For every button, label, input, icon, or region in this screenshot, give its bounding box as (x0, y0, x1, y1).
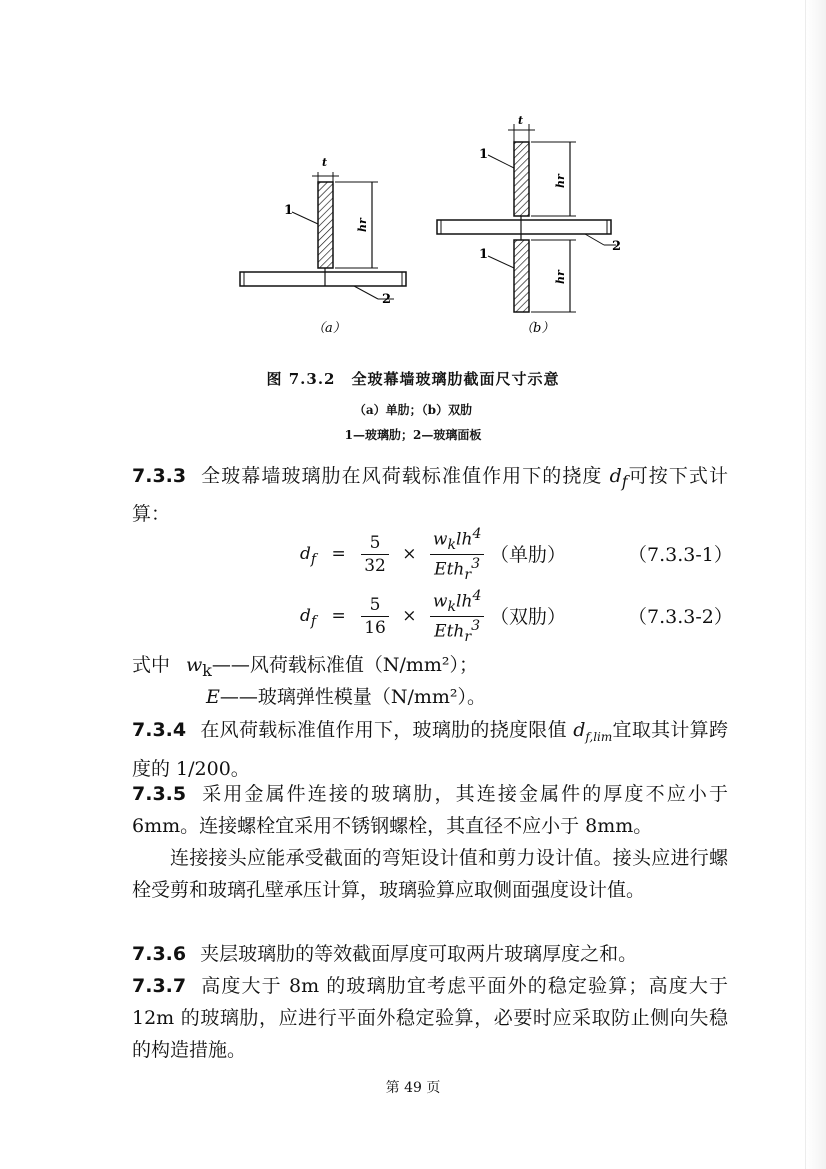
section-text: 高度大于 8m 的玻璃肋宜考虑平面外的稳定验算；高度大于 12m 的玻璃肋，应进行平面外稳定验算，必要时应采取防止侧向失稳的构造措施。 (132, 975, 728, 1061)
eq1-tag: （7.3.3-1） (628, 544, 733, 566)
coef-den: 16 (364, 618, 386, 639)
coef-num: 5 (361, 533, 389, 555)
section-number: 7.3.4 (132, 719, 187, 741)
section-7-3-5 (132, 778, 728, 842)
glass-rib-a (318, 182, 333, 268)
callout-1-b-bottom: 1 (479, 247, 489, 262)
section-7-3-7 (132, 970, 728, 1066)
wk-text: ——风荷载标准值（N/mm²）； (211, 654, 479, 676)
section-7-3-3 (132, 460, 728, 530)
dim-h-b-top: hr (554, 174, 567, 188)
glass-rib-b-bottom (514, 240, 529, 312)
callout-2-a: 2 (382, 292, 392, 307)
coef-num: 5 (361, 595, 389, 617)
wk-symbol: w (186, 654, 203, 676)
section-7-3-4 (132, 714, 728, 785)
section-7-3-5-para2: 连接接头应能承受截面的弯矩设计值和剪力设计值。接头应进行螺栓受剪和玻璃孔壁承压计算，玻璃验算应取侧面强度设计值。 (132, 847, 728, 901)
wk-sub: k (202, 660, 212, 680)
frac-num: $w_klh^4$ (430, 588, 485, 617)
definitions-intro: 式中 (132, 654, 171, 676)
glass-panel-a (240, 272, 406, 286)
dim-h-a: hr (356, 218, 369, 232)
diagram-double-rib (437, 114, 621, 336)
eq-frac (430, 588, 485, 645)
glass-panel-b (437, 220, 611, 234)
dim-t-a: t (322, 156, 328, 169)
eq1-note: （单肋） (490, 544, 567, 566)
figure-subtitle: （a）单肋；（b）双肋 (353, 403, 473, 417)
symbol-sub: f (621, 471, 628, 491)
eq-coef (361, 533, 389, 576)
symbol-sub: f,lim (585, 729, 613, 744)
frac-den: Eth$_r^3$ (434, 556, 481, 584)
eq2-note: （双肋） (490, 606, 567, 628)
dim-h-b-bottom: hr (554, 270, 567, 284)
frac-num: $w_klh^4$ (430, 526, 485, 555)
e-symbol: E (206, 686, 220, 708)
callout-1-a: 1 (284, 203, 294, 218)
coef-den: 32 (364, 556, 386, 577)
section-text-2: 可按下式计算： (132, 465, 728, 525)
page-number: 第 49 页 (385, 1080, 441, 1096)
section-7-3-6 (132, 938, 728, 970)
eq2-tag: （7.3.3-2） (628, 606, 733, 628)
figure-title: 图 7.3.2 全玻幕墙玻璃肋截面尺寸示意 (266, 370, 560, 388)
label-a: （a） (312, 321, 346, 336)
section-number: 7.3.5 (132, 783, 187, 805)
eq-lhs-sub: f (310, 551, 317, 568)
eq-lhs-sub: f (310, 613, 317, 630)
callout-1-b-top: 1 (479, 147, 489, 162)
section-text: 在风荷载标准值作用下，玻璃肋的挠度限值 (200, 719, 567, 741)
symbol-d: d (609, 465, 622, 487)
section-text: 全玻幕墙玻璃肋在风荷载标准值作用下的挠度 (200, 465, 603, 487)
definition-e (206, 682, 486, 709)
glass-rib-b-top (514, 142, 529, 216)
eq-coef (361, 595, 389, 638)
eq-lhs: d (300, 544, 311, 565)
figure-7-3-2 (0, 0, 826, 350)
diagram-single-rib (240, 156, 406, 336)
definition-wk (186, 650, 478, 680)
section-text: 采用金属件连接的玻璃肋，其连接金属件的厚度不应小于 6mm。连接螺栓宜采用不锈钢螺栓，其直径不应小于 8mm。 (132, 783, 728, 837)
dim-t-b: t (518, 114, 524, 127)
equation-7-3-3-1: $d_f$ = $\frac{5}{32}$ × $\frac{w_klh^4}{Eth_r^3}$ (300, 526, 484, 586)
section-text-2: 宜取其计算跨度的 1/200。 (132, 719, 728, 780)
equation-7-3-3-2: $d_f$ = $\frac{5}{16}$ × $\frac{w_klh^4}{Eth_r^3}$ (300, 588, 484, 648)
frac-den: Eth$_r^3$ (434, 618, 481, 646)
section-number: 7.3.7 (132, 975, 187, 997)
label-b: （b） (520, 321, 555, 336)
eq-lhs: d (300, 606, 311, 627)
e-text: ——玻璃弹性模量（N/mm²）。 (219, 686, 487, 708)
figure-legend: 1—玻璃肋；2—玻璃面板 (344, 428, 482, 442)
section-number: 7.3.3 (132, 465, 187, 487)
section-number: 7.3.6 (132, 943, 187, 965)
section-text: 夹层玻璃肋的等效截面厚度可取两片玻璃厚度之和。 (200, 943, 638, 965)
eq-frac (430, 526, 485, 583)
callout-2-b: 2 (612, 239, 622, 254)
symbol-d: d (573, 719, 586, 741)
